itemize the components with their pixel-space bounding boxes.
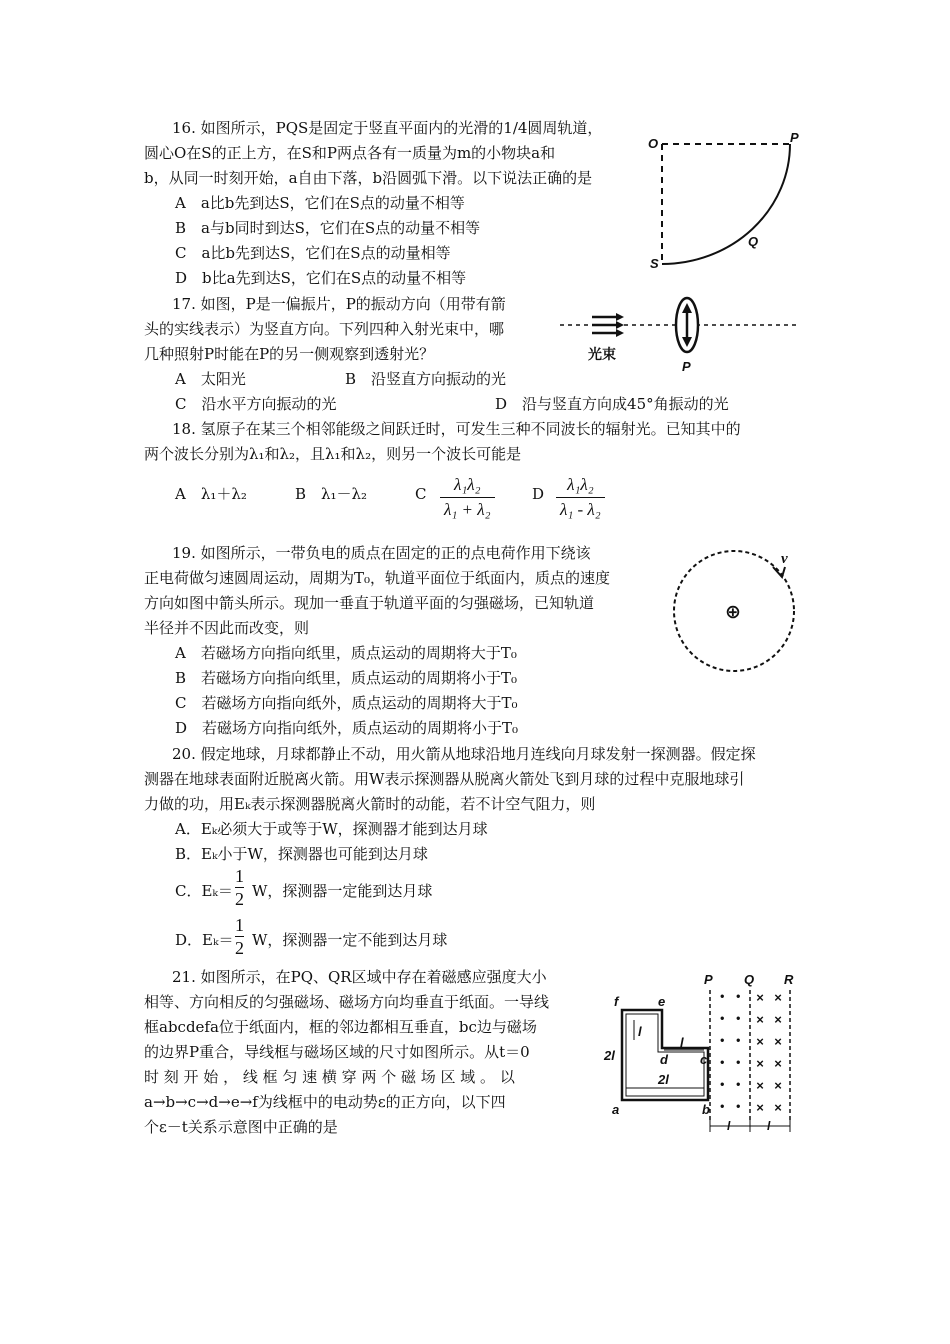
vertex-b: b [702, 1102, 710, 1117]
q20-c-numerator: 1 [235, 866, 244, 886]
q21-line-3: 框abcdefa位于纸面内，框的邻边都相互垂直，bc边与磁场 [144, 1018, 537, 1036]
q21-field-figure [600, 970, 805, 1140]
q17-line-2: 头的实线表示）为竖直方向。下列四种入射光束中，哪 [144, 320, 505, 338]
q17-option-a: A 太阳光 [175, 370, 246, 388]
q18-c-denominator: λ₁ + λ₂ [440, 497, 495, 520]
field-dot: • [736, 1055, 741, 1069]
label-s: S [650, 256, 659, 271]
dim-l-top: l [638, 1024, 642, 1039]
q21-line-4: 的边界P重合，导线框与磁场区域的尺寸如图所示。从t＝0 [144, 1043, 530, 1061]
label-beam: 光束 [588, 346, 616, 362]
q20-option-d-fraction [235, 915, 244, 958]
q18-option-c-label: C [415, 485, 427, 503]
field-cross: × [774, 1056, 782, 1071]
q18-option-d-fraction [556, 475, 605, 520]
q21-line-5: 时 刻 开 始 ， 线 框 匀 速 横 穿 两 个 磁 场 区 域 。 以 [144, 1068, 515, 1086]
q17-option-b: B 沿竖直方向振动的光 [345, 370, 507, 388]
dim-l-bottom-2: l [767, 1119, 771, 1133]
q18-option-d-label: D [532, 485, 545, 503]
q17-line-1: 17. 如图，P是一偏振片，P的振动方向（用带有箭 [172, 295, 506, 313]
q19-option-b: B 若磁场方向指向纸里，质点运动的周期将小于T₀ [175, 669, 518, 687]
label-velocity: v [781, 551, 788, 567]
field-dot: • [720, 989, 725, 1003]
q19-option-c: C 若磁场方向指向纸外，质点运动的周期将大于T₀ [175, 694, 518, 712]
q17-polarizer-figure [560, 295, 805, 375]
vertex-a: a [612, 1102, 620, 1117]
q19-orbit-figure [668, 545, 808, 685]
dim-2l-mid: 2l [658, 1072, 669, 1087]
label-boundary-p: P [704, 972, 713, 987]
q16-line-2: 圆心O在S的正上方，在S和P两点各有一质量为m的小物块a和 [144, 144, 556, 162]
q18-option-a: A λ₁＋λ₂ [175, 485, 247, 503]
field-dot: • [720, 1055, 725, 1069]
label-polarizer-p: P [682, 359, 691, 374]
q21-line-2: 相等、方向相反的匀强磁场、磁场方向均垂直于纸面。一导线 [144, 993, 550, 1011]
positive-charge-icon: ⊕ [725, 601, 741, 623]
q20-d-denominator: 2 [235, 938, 244, 958]
q20-d-numerator: 1 [235, 915, 244, 935]
label-boundary-q: Q [744, 972, 755, 987]
q17-option-d: D 沿与竖直方向成45°角振动的光 [495, 395, 729, 413]
label-q: Q [748, 234, 759, 249]
field-cross: × [756, 1100, 764, 1115]
q20-option-d-prefix: D．Eₖ＝ [175, 931, 234, 949]
q16-option-c: C a比b先到达S，它们在S点的动量相等 [175, 244, 451, 262]
q20-line-3: 力做的功，用Eₖ表示探测器脱离火箭时的动能，若不计空气阻力，则 [144, 795, 596, 813]
q20-option-d-suffix: W，探测器一定不能到达月球 [252, 931, 448, 949]
q19-option-a: A 若磁场方向指向纸里，质点运动的周期将大于T₀ [175, 644, 517, 662]
q20-c-denominator: 2 [235, 889, 244, 909]
q20-option-c-suffix: W，探测器一定能到达月球 [252, 882, 433, 900]
field-dot: • [720, 1011, 725, 1025]
field-cross: × [756, 990, 764, 1005]
vertex-e: e [658, 994, 666, 1009]
q20-option-c-prefix: C．Eₖ＝ [175, 882, 233, 900]
field-cross: × [774, 1078, 782, 1093]
q18-option-c-fraction [440, 475, 495, 520]
field-cross: × [774, 990, 782, 1005]
vertex-f: f [614, 994, 619, 1009]
field-cross: × [774, 1100, 782, 1115]
dim-2l-left: 2l [604, 1048, 615, 1063]
q17-line-3: 几种照射P时能在P的另一侧观察到透射光？ [144, 345, 435, 363]
q19-line-4: 半径并不因此而改变，则 [144, 619, 310, 637]
q16-option-b: B a与b同时到达S，它们在S点的动量不相等 [175, 219, 481, 237]
field-cross: × [756, 1034, 764, 1049]
q20-option-a: A．Eₖ必须大于或等于W，探测器才能到达月球 [175, 820, 488, 838]
q20-line-2: 测器在地球表面附近脱离火箭。用W表示探测器从脱离火箭处飞到月球的过程中克服地球引 [144, 770, 745, 788]
q19-line-2: 正电荷做匀速圆周运动，周期为T₀，轨道平面位于纸面内，质点的速度 [144, 569, 611, 587]
dim-l-inner: l [680, 1035, 684, 1050]
field-dot: • [720, 1033, 725, 1047]
q18-option-b: B λ₁－λ₂ [295, 485, 368, 503]
label-boundary-r: R [784, 972, 794, 987]
q21-line-7: 个ε－t关系示意图中正确的是 [144, 1118, 338, 1136]
q18-d-denominator: λ₁ - λ₂ [556, 497, 605, 520]
q16-line-3: b，从同一时刻开始，a自由下落，b沿圆弧下滑。以下说法正确的是 [144, 169, 593, 187]
field-dot: • [736, 1099, 741, 1113]
field-dot: • [720, 1077, 725, 1091]
field-dot: • [720, 1099, 725, 1113]
field-cross: × [756, 1078, 764, 1093]
q21-line-6: a→b→c→d→e→f为线框中的电动势ε的正方向，以下四 [144, 1093, 506, 1111]
q16-option-a: A a比b先到达S，它们在S点的动量不相等 [175, 194, 465, 212]
q16-track-figure [640, 128, 810, 273]
vertex-c: c [700, 1052, 708, 1067]
q18-d-numerator: λ₁λ₂ [567, 475, 594, 494]
q19-option-d: D 若磁场方向指向纸外，质点运动的周期将小于T₀ [175, 719, 519, 737]
q16-line-1: 16. 如图所示，PQS是固定于竖直平面内的光滑的1/4圆周轨道， [172, 119, 603, 137]
q19-line-3: 方向如图中箭头所示。现加一垂直于轨道平面的匀强磁场，已知轨道 [144, 594, 595, 612]
label-o: O [648, 136, 659, 151]
dim-l-bottom-1: l [727, 1119, 731, 1133]
q18-line-2: 两个波长分别为λ₁和λ₂，且λ₁和λ₂，则另一个波长可能是 [144, 445, 522, 463]
field-cross: × [774, 1034, 782, 1049]
q17-option-c: C 沿水平方向振动的光 [175, 395, 337, 413]
vertex-d: d [660, 1052, 668, 1067]
field-dot: • [736, 1033, 741, 1047]
field-dot: • [736, 1011, 741, 1025]
field-cross: × [756, 1012, 764, 1027]
q18-c-numerator: λ₁λ₂ [453, 475, 481, 494]
q16-option-d: D b比a先到达S，它们在S点的动量不相等 [175, 269, 467, 287]
q20-line-1: 20. 假定地球，月球都静止不动，用火箭从地球沿地月连线向月球发射一探测器。假定探 [172, 745, 756, 763]
field-cross: × [774, 1012, 782, 1027]
q19-line-1: 19. 如图所示，一带负电的质点在固定的正的点电荷作用下绕该 [172, 544, 591, 562]
field-dot: • [736, 1077, 741, 1091]
q21-line-1: 21. 如图所示，在PQ、QR区域中存在着磁感应强度大小 [172, 968, 547, 986]
field-cross: × [756, 1056, 764, 1071]
q20-option-b: B．Eₖ小于W，探测器也可能到达月球 [175, 845, 428, 863]
q18-line-1: 18. 氢原子在某三个相邻能级之间跃迁时，可发生三种不同波长的辐射光。已知其中的 [172, 420, 741, 438]
field-dot: • [736, 989, 741, 1003]
q20-option-c-fraction [235, 866, 244, 909]
label-p: P [790, 130, 799, 145]
